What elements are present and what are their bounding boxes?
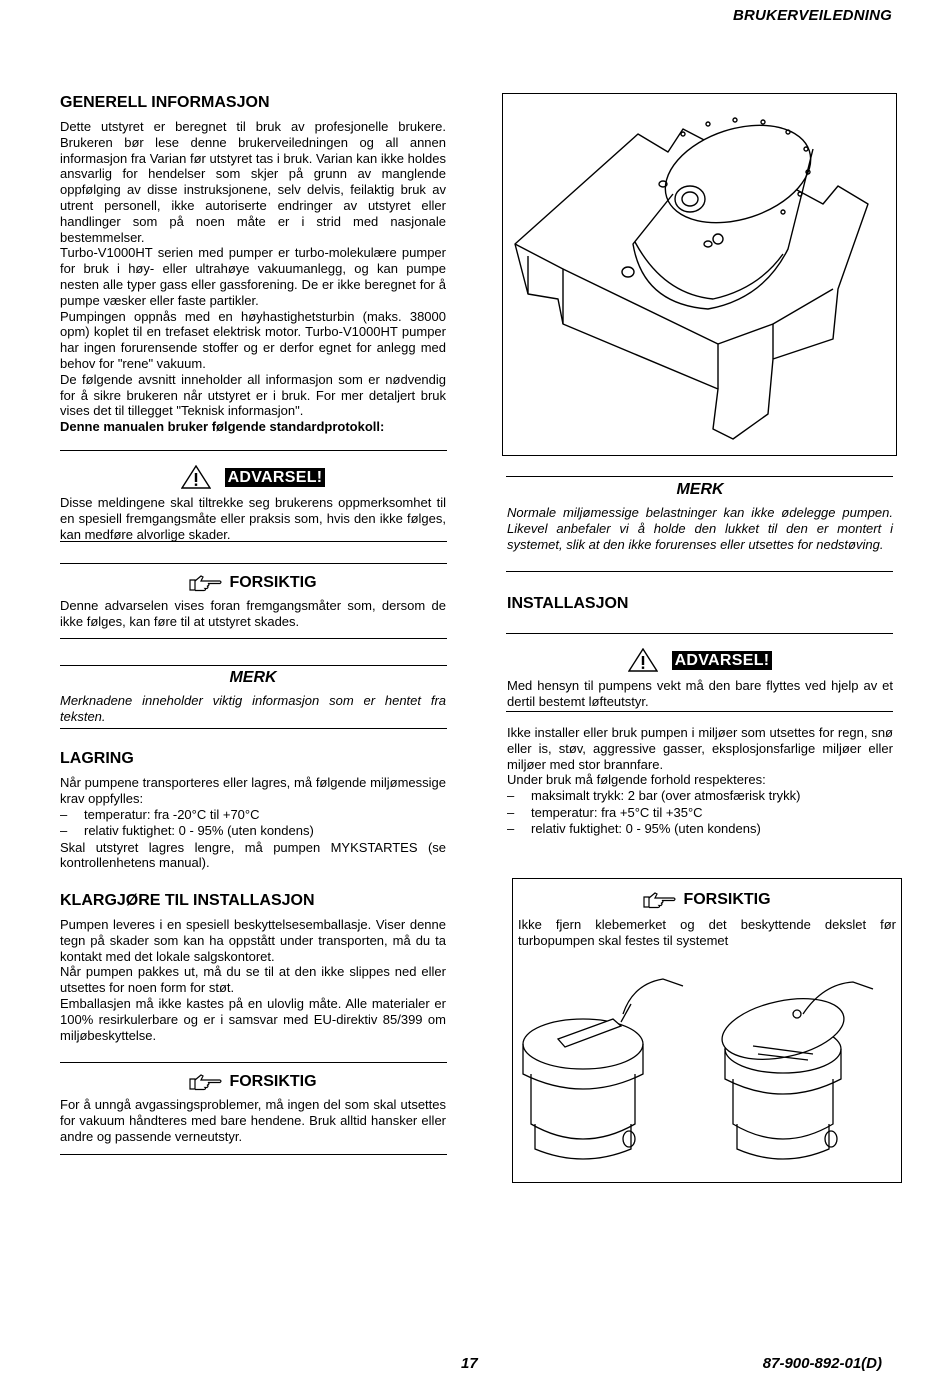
caution-title: FORSIKTIG: [229, 1073, 317, 1090]
divider: [60, 665, 447, 666]
pointing-hand-icon: [189, 1073, 223, 1091]
caution-notice-text: Denne advarselen vises foran fremgangsmåter som, dersom de ikke følges, kan føre til at utstyret skades.: [60, 598, 446, 629]
installation-warning-text: Med hensyn til pumpens vekt må den bare flyttes ved hjelp av et dertil bestemt løfteutstyr.: [507, 678, 893, 709]
general-paragraph-1: Dette utstyret er beregnet til bruk av profesjonelle brukere. Brukeren bør lese denne brukerveiledningen og all annen informasjon fra Varian før utstyret tas i bruk. Varian kan ikke holdes ansvarlig for hendelser som skjer på grunn av manglende oppfølging av disse instruksjonene, selv delvis, feilaktig bruk av utrent personell, ikke autoriserte endringer av utstyret eller handlinger som på noen måte er i strid med nasjonale bestemmelser.: [60, 119, 446, 245]
storage-intro: Når pumpene transporteres eller lagres, må følgende miljømessige krav oppfylles:: [60, 775, 446, 806]
storage-section: [60, 750, 446, 871]
installation-paragraph: Ikke installer eller bruk pumpen i miljøer som utsettes for regn, snø eller is, støv, aggressive gasser, eksplosjonsfarlige miljøer eller miljøer med stor brannfare.: [507, 725, 893, 772]
installation-section: [507, 595, 893, 613]
general-paragraph-3: Pumpingen oppnås med en høyhastighetsturbin (maks. 38000 opm) koplet til en trefaset elektrisk motor. Turbo-V1000HT pumper har ingen forurensende stoffer og er derfor egnet for anlegg med behov for "rene" vakuum.: [60, 308, 446, 371]
divider: [506, 711, 893, 712]
warning-triangle-icon: [628, 648, 658, 672]
divider: [60, 541, 447, 542]
pointing-hand-icon: [643, 891, 677, 909]
turbo-pump-drawing-icon: [503, 94, 896, 455]
storage-item: – temperatur: fra -20°C til +70°C: [60, 807, 446, 824]
divider: [60, 728, 447, 729]
prepare-section: [60, 892, 446, 1043]
protocol-line: Denne manualen bruker følgende standardprotokoll:: [60, 419, 385, 435]
page-number: 17: [461, 1355, 478, 1372]
note-notice-text: Normale miljømessige belastninger kan ikke ødelegge pumpen. Likevel anbefaler vi å holde den lukket til den er montert i systemet, slik at den ikke forurenses eller utsettes for nedstøving.: [507, 505, 893, 552]
installation-conditions: [507, 725, 893, 838]
pointing-hand-icon: [189, 574, 223, 592]
document-header-title: BRUKERVEILEDNING: [732, 7, 892, 24]
caution-notice-2: [60, 1073, 446, 1144]
prepare-heading: KLARGJØRE TIL INSTALLASJON: [60, 892, 315, 909]
warning-notice-text: Disse meldingene skal tiltrekke seg brukerens oppmerksomhet til en spesiell fremgangsmåte eller praksis som, hvis den ikke følges, kan medføre alvorlige skader.: [60, 495, 446, 542]
caution-title: FORSIKTIG: [683, 891, 771, 908]
note-notice-right: [507, 481, 893, 552]
document-number: 87-900-892-01(D): [762, 1355, 882, 1372]
warning-notice: [60, 465, 446, 542]
note-title: MERK: [229, 669, 277, 686]
prepare-paragraph: Når pumpen pakkes ut, må du se til at den ikke slippes ned eller utsettes for noen form for støt.: [60, 964, 446, 996]
caution-notice: [60, 574, 446, 630]
pump-figure: [502, 93, 897, 456]
conditions-intro: Under bruk må følgende forhold respekteres:: [507, 772, 766, 788]
storage-item: – relativ fuktighet: 0 - 95% (uten kondens): [60, 823, 446, 840]
note-notice: [60, 669, 446, 725]
divider: [60, 1154, 447, 1155]
divider: [60, 563, 447, 564]
general-paragraph-2: Turbo-V1000HT serien med pumper er turbo-molekulære pumper for bruk i høy- eller ultrahøye vakuumanlegg, og kan pumpe nesten alle typer gass eller gassforening. De er ikke beregnet for å pumpe væsker eller faste partikler.: [60, 245, 446, 308]
installation-heading: INSTALLASJON: [507, 595, 629, 612]
divider: [60, 638, 447, 639]
warning-badge: ADVARSEL!: [672, 651, 773, 670]
storage-heading: LAGRING: [60, 750, 134, 767]
divider: [60, 1062, 447, 1063]
divider: [506, 571, 893, 572]
condition-item: – relativ fuktighet: 0 - 95% (uten kondens): [507, 821, 893, 838]
general-info-section: [60, 94, 446, 435]
warning-triangle-icon: [181, 465, 211, 489]
general-info-heading: GENERELL INFORMASJON: [60, 94, 270, 111]
note-notice-text: Merknadene inneholder viktig informasjon som er hentet fra teksten.: [60, 693, 446, 724]
caution-box-header: [513, 891, 901, 909]
caution-box-text: Ikke fjern klebemerket og det beskyttende dekslet før turbopumpen skal festes til systemet: [518, 917, 896, 948]
condition-item: – temperatur: fra +5°C til +35°C: [507, 805, 893, 822]
warning-badge: ADVARSEL!: [225, 468, 326, 487]
note-title: MERK: [676, 481, 724, 498]
divider: [506, 633, 893, 634]
divider: [506, 476, 893, 477]
caution-figure-box: [512, 878, 902, 1183]
general-paragraph-4: De følgende avsnitt inneholder all informasjon som er nødvendig for å sikre brukeren når utstyret er i bruk. For mer detaljert bruk vises det til tillegget "Teknisk informasjon".: [60, 371, 446, 419]
caution-title: FORSIKTIG: [229, 574, 317, 591]
installation-warning: [507, 648, 893, 710]
prepare-paragraph: Emballasjen må ikke kastes på en ulovlig måte. Alle materialer er 100% resirkulerbare og er i samsvar med EU-direktiv 85/399 om miljøbeskyttelse.: [60, 995, 446, 1043]
storage-outro: Skal utstyret lagres lengre, må pumpen MYKSTARTES (se kontrollenhetens manual).: [60, 839, 446, 871]
divider: [60, 450, 447, 451]
caution-notice-text: For å unngå avgassingsproblemer, må ingen del som skal utsettes for vakuum håndteres med bare hendene. Bruk alltid hansker eller andre og passende verneutstyr.: [60, 1097, 446, 1144]
prepare-paragraph: Pumpen leveres i en spesiell beskyttelsesemballasje. Viser denne tegn på skader som kan ha oppstått under transporten, må du ta kontakt med det lokale salgskontoret.: [60, 917, 446, 964]
condition-item: – maksimalt trykk: 2 bar (over atmosfærisk trykk): [507, 788, 893, 805]
pump-cover-illustration-icon: [513, 974, 901, 1174]
